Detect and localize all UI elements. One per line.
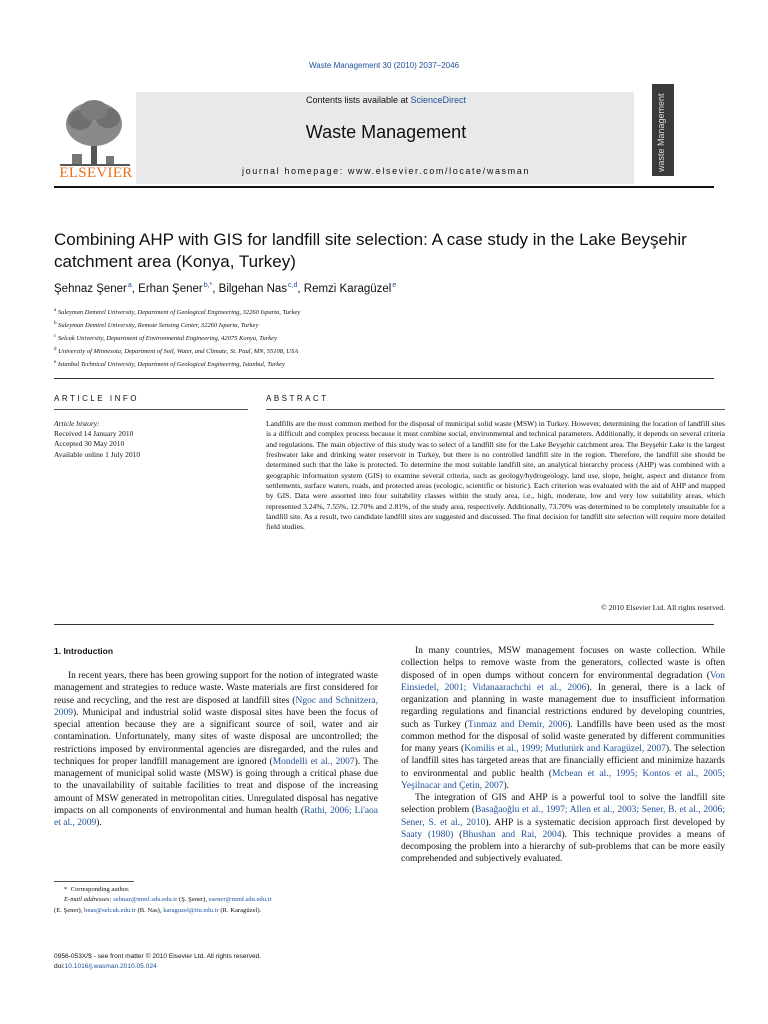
reference-link[interactable]: Mondelli et al., 2007 <box>272 756 355 767</box>
elsevier-logo <box>54 92 136 184</box>
header-rule <box>54 186 714 188</box>
affil-text: Suleyman Demirel University, Department of Geological Engineering, 32260 Isparta, Turkey <box>57 309 301 317</box>
author-affil-marker[interactable]: e <box>392 282 397 289</box>
accepted-date: Accepted 30 May 2010 <box>54 439 125 449</box>
reference-link[interactable]: Rathi, 2006; Li'aoa et al., 2009 <box>54 805 379 828</box>
section-rule <box>54 624 714 625</box>
affil-marker: a <box>54 308 57 313</box>
reference-link[interactable]: Basağaoğlu et al., 1997; Allen et al., 2003; Sener, B. et al., 2006; Sener, S. et al., 2010 <box>401 805 725 828</box>
footnote-marker: * <box>64 886 68 893</box>
text-run: ). This technique provides a means of decomposing the problem into a hierarchy of sub-problems that can be more easily comprehended and subjectively evaluated. <box>401 829 725 865</box>
reference-link[interactable]: Komilis et al., 1999; Mutlutürk and Karagüzel, 2007 <box>464 744 666 754</box>
doi-prefix: doi: <box>54 963 65 971</box>
text-run: ( <box>453 829 463 840</box>
abstract-rule <box>266 409 725 410</box>
reference-link[interactable]: Bhushan and Rai, 2004 <box>462 829 562 840</box>
author-affil-marker[interactable]: b,* <box>203 282 213 289</box>
affil-text: Selcuk University, Department of Environmental Engineering, 42075 Konya, Turkey <box>57 335 277 343</box>
author-affil-marker[interactable]: c,d <box>288 282 298 289</box>
paragraph <box>401 645 725 792</box>
section-heading-introduction: 1. Introduction <box>54 646 114 656</box>
text-run: ). <box>503 780 510 791</box>
email-owner: (B. Nas), <box>135 906 164 914</box>
sciencedirect-link[interactable]: ScienceDirect <box>410 95 467 105</box>
journal-citation[interactable]: Waste Management 30 (2010) 2037–2046 <box>308 61 460 70</box>
affil-marker: b <box>54 320 57 326</box>
email-line <box>54 906 384 916</box>
affil-marker: e <box>54 359 57 365</box>
cover-text: waste Management <box>656 93 666 172</box>
email-link[interactable]: esener@mmf.sdu.edu.tr <box>208 896 272 904</box>
reference-link[interactable]: Tınmaz and Demir, 2006 <box>467 719 568 730</box>
article-history <box>54 419 248 460</box>
email-link[interactable]: bnas@selcuk.edu.tr <box>84 906 136 914</box>
affil-marker: c <box>54 333 57 339</box>
reference-link[interactable]: Von Einsiedel, 2001; Vidanaarachchi et al., 2006 <box>401 670 725 693</box>
article-info-rule <box>54 409 248 410</box>
publisher-name: ELSEVIER <box>59 165 133 181</box>
reference-link[interactable]: Saaty (1980) <box>401 829 454 840</box>
text-run: ). Municipal and industrial solid waste disposal sites have been the focus of special attention because they are a significant source of soil, water and air contamination. Unfortunately, many sites of waste disposal are uncontrolled; the restrictions imposed by environmental agencies are disregarded, and the rules and techniques for proper landfill management are ignored ( <box>54 707 378 767</box>
text-run: ). In general, there is a lack of organization and planning in waste management due to insufficient information regarding regulations and financial restrictions endured by developing countries, such as Turkey ( <box>401 682 725 730</box>
affil-text: University of Minnesota, Department of Soil, Water, and Climate, St. Paul, MN, 55108, USA <box>58 348 299 356</box>
affil-text: Suleyman Demirel University, Remote Sensing Center, 32260 Isparta, Turkey <box>58 322 259 330</box>
contents-prefix: Contents lists available at <box>305 95 411 105</box>
email-label: E-mail addresses: <box>64 896 112 904</box>
text-run: ). The selection of landfill sites has targeted areas that are financially efficient and minimize hazards to environmental and public health ( <box>401 744 726 779</box>
footnote-rule <box>54 881 134 882</box>
doi-line <box>54 962 384 972</box>
received-date: Received 14 January 2010 <box>54 429 134 439</box>
corresponding-line <box>54 885 384 895</box>
text-run: ). The management of municipal solid waste (MSW) is going through a critical phase due to the unavailability of suitable facilities to treat and dispose of the increasing amount of MSW generated in metropolitan cities. Unregulated disposal has negative impacts on all components of environmental and human health ( <box>54 756 379 816</box>
online-date: Available online 1 July 2010 <box>54 449 141 459</box>
author-name: Remzi Karagüzel <box>303 282 392 295</box>
author-name: Şehnaz Şener <box>54 282 127 295</box>
affiliation <box>54 332 714 345</box>
journal-homepage[interactable]: journal homepage: www.elsevier.com/locate/wasman <box>242 166 530 176</box>
author-list: Şehnaz Şener $^a$, Erhan Şener $^{b,*}$, Bilgehan Nas $^{c,d}$, Remzi Karagüzel $^e$ <box>54 282 397 295</box>
email-line <box>54 895 384 905</box>
text-run: ). AHP is a systematic decision approach first developed by <box>485 817 726 828</box>
doi-link[interactable]: 10.1016/j.wasman.2010.05.024 <box>64 963 157 971</box>
author-name: Bilgehan Nas <box>218 282 288 295</box>
text-run: The integration of GIS and AHP is a powerful tool to solve the landfill site selection problem ( <box>401 793 725 816</box>
section-rule <box>54 378 714 379</box>
affiliations <box>54 306 714 371</box>
corresponding-author-footnote <box>54 885 384 916</box>
title-line-2: catchment area (Konya, Turkey) <box>54 252 296 271</box>
email-owner: (R. Karagüzel). <box>218 906 262 914</box>
journal-cover-thumbnail <box>652 84 674 176</box>
email-link[interactable]: karaguzel@itu.edu.tr <box>163 906 219 914</box>
text-run: In many countries, MSW management focuses on waste collection. While collection helps to remove waste from the generators, collected waste is often disposed of in open dumps without concern for environmental degradation ( <box>401 646 725 681</box>
article-info-heading: ARTICLE INFO <box>54 394 139 403</box>
author-name: Erhan Şener <box>138 282 203 295</box>
abstract-copyright: © 2010 Elsevier Ltd. All rights reserved. <box>601 603 725 612</box>
article-title <box>54 229 734 273</box>
affiliation <box>54 319 714 332</box>
affiliation <box>54 345 714 358</box>
history-label: Article history: <box>54 419 100 428</box>
issn-line: 0956-053X/$ - see front matter © 2010 Elsevier Ltd. All rights reserved. <box>54 953 262 960</box>
body-column-right <box>401 645 725 866</box>
affil-text: Istanbul Technical University, Department of Geological Engineering, Istanbul, Turkey <box>57 360 285 368</box>
email-link[interactable]: sehnaz@mmf.sdu.edu.tr <box>113 896 178 904</box>
body-column-left <box>54 670 378 829</box>
journal-title: Waste Management <box>305 122 467 142</box>
contents-availability <box>136 95 636 105</box>
text-run: ). <box>96 818 102 828</box>
reference-link[interactable]: Mcbean et al., 1995; Kontos et al., 2005; Yeşilnacar and Çetin, 2007 <box>401 768 725 791</box>
text-run: ). Landfills have been used as the most common method for the disposal of solid waste generated by different communities for many years ( <box>401 719 726 754</box>
affiliation <box>54 306 714 319</box>
text-run: In recent years, there has been growing support for the notion of integrated waste management and strategies to reduce waste. Waste materials are first considered for reuse and recycling, and the rest are disposed at landfill sites ( <box>54 671 378 706</box>
footnote-text: Corresponding author. <box>70 886 130 893</box>
email-owner: (E. Şener), <box>54 906 85 914</box>
paragraph <box>54 670 378 829</box>
affiliation <box>54 358 714 371</box>
title-line-1: Combining AHP with GIS for landfill site selection: A case study in the Lake Beyşehir <box>54 230 687 249</box>
author-affil-marker[interactable]: a <box>127 282 132 289</box>
abstract-text: Landfills are the most common method for the disposal of municipal solid waste (MSW) in Turkey. However, determining the location of landfill sites is a difficult and complex process because it must combine social, environmental and technical parameters. Additionally, it depends on several criteria and regulations. The main objective of this study was to select of a landfill site for the Lake Beyşehir catchment area. The Beyşehir Lake is the largest freshwater lake and drinking water reservoir in Turkey, but there is no controlled landfill site in the region. Therefore, the landfill site should be determined such that the lake is protected. To determine the most suitable landfill site, an analytical hierarchy process (AHP) was combined with a geographic information system (GIS) to examine several criteria, such as geology/hydrogeology, land use, slope, height, aspect and distance from settlements, surface waters, roads, and protected areas (ecologic, scientific or historic). Each criterion was evaluated with the aid of AHP and mapped by GIS. Data were assorted into four suitability classes within the study area, i.e., high, moderate, low and very low suitability areas, which represented 3.24%, 7.55%, 12.70% and 2.81%, of the study area, respectively. Additionally, 73.70% was determined to be completely unsuitable for a landfill site. As a result, two candidate landfill sites are suggested and discussed. The final decision for landfill site selection will require more detailed field studies. <box>266 419 725 532</box>
abstract-heading: ABSTRACT <box>266 394 329 403</box>
page-footer <box>54 952 384 973</box>
affil-marker: d <box>54 346 57 352</box>
reference-link[interactable]: Ngoc and Schnitzera, 2009 <box>54 695 379 718</box>
paragraph <box>401 792 725 866</box>
email-owner: (Ş. Şener), <box>177 896 209 904</box>
